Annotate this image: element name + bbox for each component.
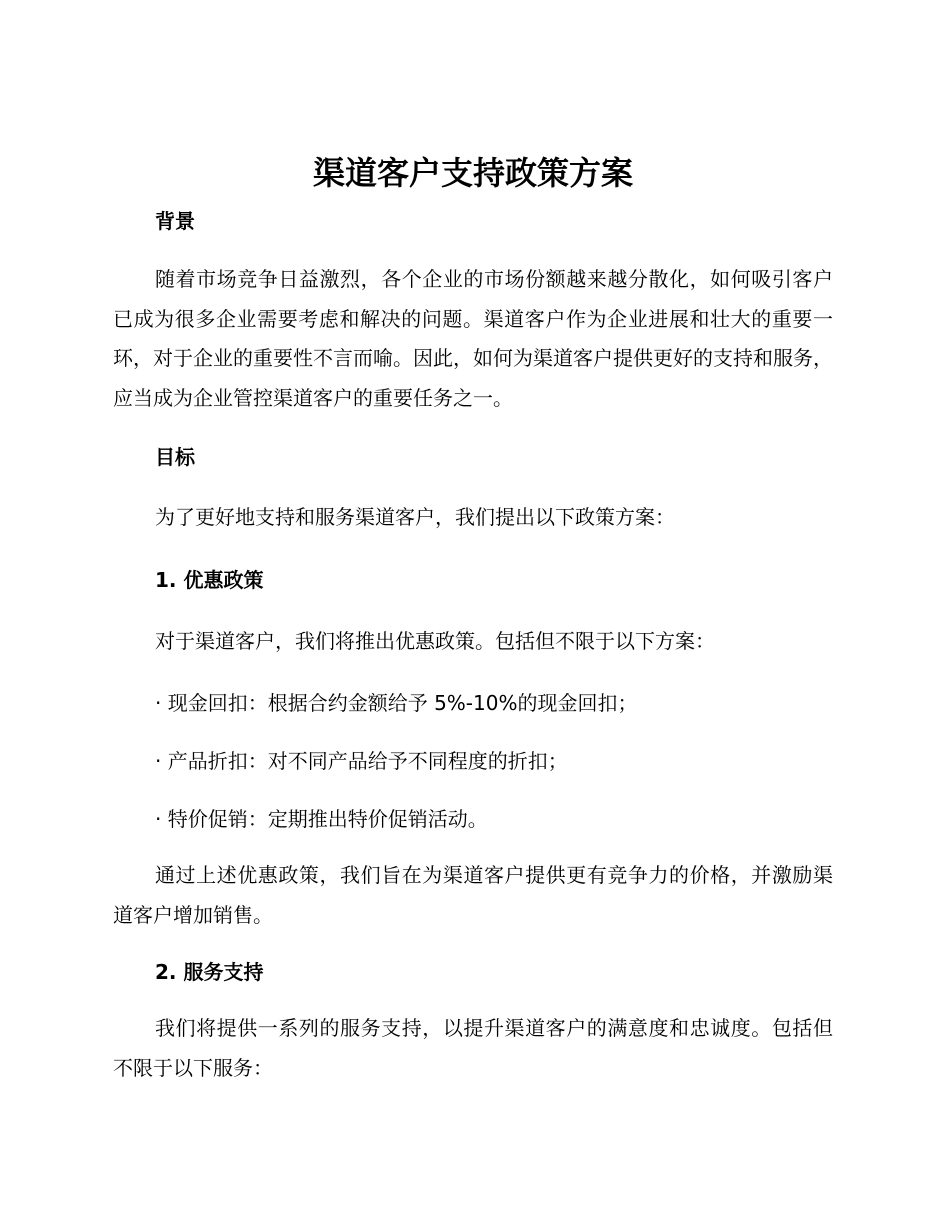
discount-summary-paragraph: 通过上述优惠政策，我们旨在为渠道客户提供更有竞争力的价格，并激励渠道客户增加销售。 <box>113 863 833 927</box>
list-item-product-discount: · 产品折扣：对不同产品给予不同程度的折扣； <box>155 749 568 773</box>
section-heading-service-support: 2. 服务支持 <box>155 960 264 984</box>
goal-paragraph: 为了更好地支持和服务渠道客户，我们提出以下政策方案： <box>155 505 675 529</box>
background-paragraph: 随着市场竞争日益激烈，各个企业的市场份额越来越分散化，如何吸引客户已成为很多企业需要考虑和解决的问题。渠道客户作为企业进展和壮大的重要一环，对于企业的重要性不言而喻。因此，如何为渠道客户提供更好的支持和服务，应当成为企业管控渠道客户的重要任务之一。 <box>113 267 833 410</box>
list-item-cash-rebate: · 现金回扣：根据合约金额给予 5%-10%的现金回扣； <box>155 691 638 715</box>
section-heading-goal: 目标 <box>155 445 195 469</box>
section-heading-discount-policy: 1. 优惠政策 <box>155 567 264 592</box>
section-heading-background: 背景 <box>155 209 195 233</box>
document-title: 渠道客户支持政策方案 <box>312 154 633 192</box>
list-item-special-promotion: · 特价促销：定期推出特价促销活动。 <box>155 807 488 831</box>
service-intro-paragraph: 我们将提供一系列的服务支持，以提升渠道客户的满意度和忠诚度。包括但不限于以下服务： <box>113 1016 833 1080</box>
discount-intro-paragraph: 对于渠道客户，我们将推出优惠政策。包括但不限于以下方案： <box>155 628 715 653</box>
document-body <box>113 148 833 1088</box>
